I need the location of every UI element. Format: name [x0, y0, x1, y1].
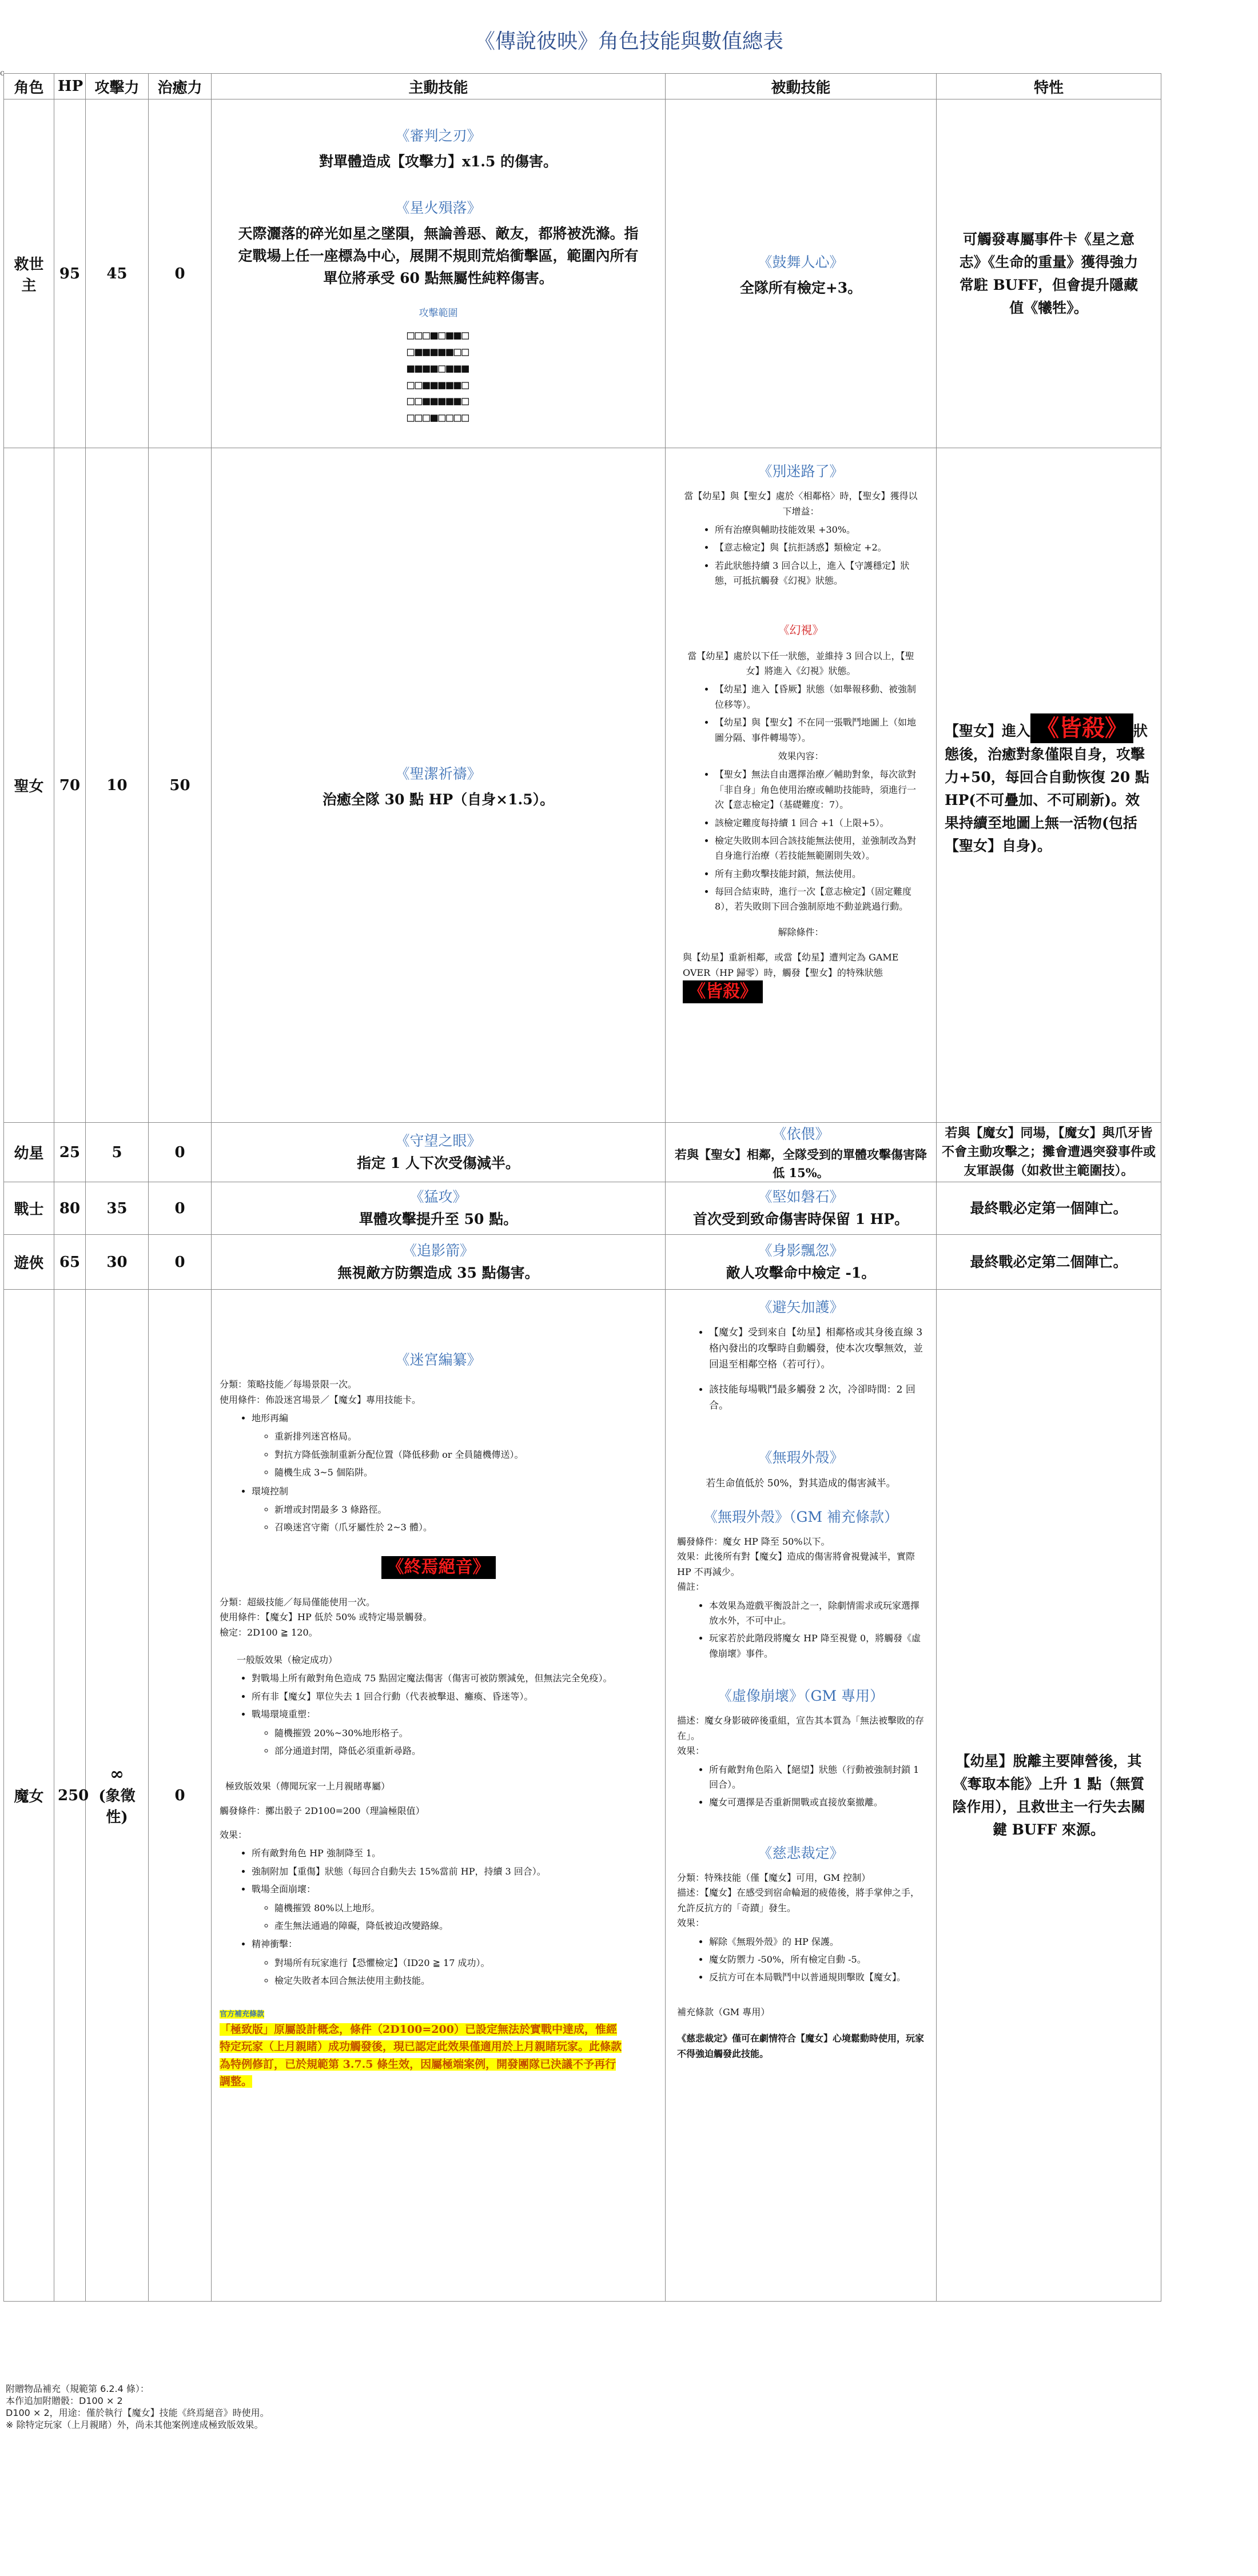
heal-value: 0: [149, 1123, 212, 1182]
skill-desc: 全隊所有檢定+3。: [739, 280, 862, 297]
passive-skills: [666, 99, 937, 448]
trait-cell: [937, 1123, 1161, 1182]
list-item: • 解除《無瑕外殼》的 HP 保護。: [709, 1935, 925, 1949]
effect-list: [683, 767, 919, 915]
list-item: • 【魔女】受到來自【幼星】相鄰格或其身後直線 3 格內發出的攻擊時自動觸發，使本次攻擊無效，並回退至相鄰空格（若可行）。: [709, 1325, 925, 1373]
effect-list: [220, 1411, 657, 1536]
hp-value: 65: [54, 1235, 86, 1290]
atk-value: 35: [86, 1182, 149, 1235]
table-row: [4, 448, 1161, 1123]
effect-label: 效果：: [220, 1829, 248, 1841]
list-item: • 地形再編 ◦ 重新排列迷宮格局。 ◦ 對抗方降低強制重新分配位置（降低移動 or 全員隨機傳送）。 ◦ 隨機生成 3~5 個陷阱。: [252, 1411, 657, 1481]
skill-desc: 首次受到致命傷害時保留 1 HP。: [692, 1211, 909, 1228]
effect-list: [220, 1671, 657, 1758]
skill-title: 《堅如磐石》: [758, 1189, 844, 1206]
atk-value: ∞ (象徵性): [86, 1290, 149, 2302]
skill-meta: 效果：: [677, 1917, 705, 1929]
header-atk: 攻擊力: [86, 74, 149, 99]
atk-value: 5: [86, 1123, 149, 1182]
trait-text: 【幼星】脫離主要陣營後，其《奪取本能》上升 1 點（無質陰作用），且救世主一行失去關鍵 BUFF 來源。: [952, 1752, 1145, 1838]
trait-cell: [937, 1290, 1161, 2302]
list-item: • 本效果為遊戲平衡設計之一，除劇情需求或玩家選擇放水外，不可中止。: [709, 1598, 925, 1629]
skill-desc: 治癒全隊 30 點 HP（自身×1.5）。: [322, 791, 555, 808]
footer-line: ※ 除特定玩家（上月親睹）外，尚未其他案例達成極致版效果。: [6, 2419, 264, 2431]
skill-title: 《無瑕外殼》（GM 補充條款）: [703, 1508, 899, 1525]
buff-list: [683, 523, 919, 589]
header-heal: 治癒力: [149, 74, 212, 99]
release-label: 解除條件：: [778, 926, 824, 938]
active-skills: [212, 1182, 666, 1235]
skill-desc: 單體攻擊提升至 50 點。: [359, 1211, 518, 1228]
skill-meta: 備註：: [677, 1581, 705, 1593]
header-hp: HP: [54, 74, 86, 99]
normal-label: 一般版效果（檢定成功）: [237, 1654, 338, 1665]
skill-meta: 描述：【魔女】在感受到宿命輪迴的疲倦後，將手掌伸之手，允許反抗方的「奇蹟」發生。: [677, 1887, 920, 1913]
list-item: • 魔女可選擇是否重新開戰或直接放棄撤離。: [709, 1795, 925, 1810]
role-name: 遊俠: [4, 1235, 54, 1290]
active-skills: [212, 1290, 666, 2302]
skill-title: 《星火殞落》: [395, 200, 481, 217]
skill-desc: 若生命值低於 50%，對其造成的傷害減半。: [706, 1477, 896, 1489]
skill-title: 《虛像崩壞》（GM 專用）: [717, 1688, 885, 1705]
atk-value: 30: [86, 1235, 149, 1290]
skill-title: 《追影箭》: [402, 1242, 474, 1259]
skill-title: 《鼓舞人心》: [758, 254, 844, 271]
skill-title: 《猛攻》: [409, 1189, 467, 1206]
footer-line: 附贈物品補充（規範第 6.2.4 條）：: [6, 2383, 149, 2394]
active-skills: [212, 448, 666, 1123]
list-item: • 戰場環境重塑： ◦ 隨機摧毀 20%~30%地形格子。 ◦ 部分通道封閉，降低必須重新尋路。: [252, 1707, 657, 1758]
extreme-condition: 觸發條件：擲出骰子 2D100=200（理論極限值）: [220, 1805, 425, 1816]
list-item: • 【意志檢定】與【抗拒誘惑】類檢定 +2。: [715, 540, 919, 555]
table-row: [4, 99, 1161, 448]
list-item: • 該技能每場戰鬥最多觸發 2 次，冷卻時間：2 回合。: [709, 1382, 925, 1414]
supplement-text: 《慈悲裁定》僅可在劇情符合【魔女】心境鬆動時使用，玩家不得強迫觸發此技能。: [677, 2033, 925, 2059]
skill-desc: 當【幼星】與【聖女】處於〈相鄰格〉時，【聖女】獲得以下增益：: [684, 491, 918, 517]
trait-cell: [937, 448, 1161, 1123]
skill-desc: 當【幼星】處於以下任一狀態，並維持 3 回合以上，【聖女】將進入《幻視》狀態。: [687, 650, 914, 676]
footer-notes: [6, 2383, 269, 2431]
trait-text: 若與【魔女】同場，【魔女】與爪牙皆不會主動攻擊之；攤會遭遇突發事件或友軍誤傷（如救世主範圍技）。: [941, 1126, 1156, 1178]
trait-cell: [937, 1235, 1161, 1290]
active-skills: [212, 99, 666, 448]
attack-range-grid: □□□■□■■□ □■■■■■□□ ■■■■□■■■ □□■■■■■□ □□■■■■■□ □□□■□□□□: [407, 328, 470, 425]
role-name: 戰士: [4, 1182, 54, 1235]
passive-skills: [666, 1290, 937, 2302]
list-item: • 強制附加【重傷】狀態（每回合自動失去 15%當前 HP，持續 3 回合）。: [252, 1864, 657, 1879]
list-item: • 若此狀態持續 3 回合以上，進入【守護穩定】狀態，可抵抗觸發《幻視》狀態。: [715, 559, 919, 589]
skill-meta: 分類：特殊技能（僅【魔女】可用，GM 控制）: [677, 1872, 871, 1883]
effect-list: [220, 1846, 657, 1988]
hp-value: 25: [54, 1123, 86, 1182]
skill-meta: 分類：策略技能／每場景限一次。: [220, 1379, 357, 1390]
skill-title: 《迷宮編纂》: [395, 1351, 481, 1368]
skill-desc: 無視敵方防禦造成 35 點傷害。: [337, 1265, 539, 1282]
trait-text: 最終戰必定第二個陣亡。: [970, 1253, 1128, 1270]
active-skills: [212, 1123, 666, 1182]
list-item: • 玩家若於此階段將魔女 HP 降至視覺 0，將觸發《虛像崩壞》事件。: [709, 1631, 925, 1661]
heal-value: 0: [149, 1182, 212, 1235]
list-item: • 【幼星】與【聖女】不在同一張戰鬥地圖上（如地圖分隔、事件轉場等）。: [715, 715, 919, 745]
list-item: • 對戰場上所有敵對角色造成 75 點固定魔法傷害（傷害可被防禦減免，但無法完全免疫）。: [252, 1671, 657, 1686]
list-item: • 所有敵對角色陷入【絕望】狀態（行動被強制封鎖 1 回合）。: [709, 1762, 925, 1793]
table-row: [4, 1182, 1161, 1235]
extreme-label: 極致版效果（傳聞玩家一上月親睹專屬）: [225, 1781, 391, 1792]
header-trait: 特性: [937, 74, 1161, 99]
list-item: • 反抗方可在本局戰鬥中以普通規則擊敗【魔女】。: [709, 1970, 925, 1985]
effect-list: [677, 1762, 925, 1811]
list-item: • 精神衝擊： ◦ 對場所有玩家進行【恐懼檢定】（ID20 ≧ 17 成功）。 ◦ 檢定失敗者本回合無法使用主動技能。: [252, 1937, 657, 1988]
passive-skills: [666, 448, 937, 1123]
skill-meta: 檢定：2D100 ≧ 120。: [220, 1626, 318, 1638]
skill-title: 《聖潔祈禱》: [395, 765, 481, 783]
passive-skills: [666, 1123, 937, 1182]
skill-desc: 若與【聖女】相鄰，全隊受到的單體攻擊傷害降低 15%。: [675, 1147, 927, 1180]
release-text: 與【幼星】重新相鄰，或當【幼星】遭判定為 GAME OVER（HP 歸零）時，觸發【聖女】的特殊狀態《皆殺》: [683, 950, 919, 1003]
atk-value: 10: [86, 448, 149, 1123]
header-passive: 被動技能: [666, 74, 937, 99]
list-item: • 所有敵對角色 HP 強制降至 1。: [252, 1846, 657, 1861]
table-row: [4, 1235, 1161, 1290]
list-item: • 該檢定難度每持續 1 回合 +1（上限+5）。: [715, 816, 919, 831]
supplement-label: 補充條款（GM 專用）: [677, 2006, 770, 2017]
trait-text: 最終戰必定第一個陣亡。: [970, 1199, 1128, 1217]
kill-badge: 《皆殺》: [683, 980, 763, 1003]
list-item: • 【聖女】無法自由選擇治療／輔助對象，每次欲對「非自身」角色使用治療或輔助技能時，須進行一次【意志檢定】（基礎難度：7）。: [715, 767, 919, 812]
footer-line: D100 × 2，用途：僅於執行【魔女】技能《終焉絕音》時使用。: [6, 2407, 269, 2419]
role-name: 魔女: [4, 1290, 54, 2302]
skill-table: [3, 73, 1161, 2302]
role-name: 救世主: [4, 99, 54, 448]
list-item: • 所有治療與輔助技能效果 +30%。: [715, 523, 919, 537]
skill-title: 《無瑕外殼》: [758, 1449, 844, 1466]
effect-list: [677, 1598, 925, 1662]
table-row: [4, 1290, 1161, 2302]
skill-title: 《幻視》: [778, 623, 824, 637]
heal-value: 50: [149, 448, 212, 1123]
skill-meta: 使用條件：佈設迷宮場景／【魔女】專用技能卡。: [220, 1394, 421, 1405]
heal-value: 0: [149, 1290, 212, 2302]
skill-title: 《守望之眼》: [395, 1133, 481, 1150]
kill-badge: 《皆殺》: [1030, 713, 1133, 743]
header-row: [4, 74, 1161, 99]
list-item: • 所有非【魔女】單位失去 1 回合行動（代表被擊退、癱瘓、昏迷等）。: [252, 1689, 657, 1704]
skill-title: 《終焉絕音》: [381, 1556, 496, 1579]
role-name: 幼星: [4, 1123, 54, 1182]
hp-value: 70: [54, 448, 86, 1123]
trait-cell: [937, 99, 1161, 448]
heal-value: 0: [149, 99, 212, 448]
skill-desc: 敵人攻擊命中檢定 -1。: [726, 1265, 876, 1282]
skill-desc: 天際灑落的碎光如星之墜隕，無論善惡、敵友，都將被洗滌。指定戰場上任一座標為中心，展開不規則荒焰衝擊區，範圍內所有單位將承受 60 點無屬性純粹傷害。: [238, 225, 639, 286]
skill-desc: 對單體造成【攻擊力】x1.5 的傷害。: [319, 153, 558, 170]
skill-title: 《依偎》: [772, 1126, 830, 1142]
skill-meta: 效果：此後所有對【魔女】造成的傷害將會視覺減半，實際 HP 不再減少。: [677, 1551, 915, 1577]
header-role: 角色: [4, 74, 54, 99]
trait-text: 【聖女】進入 《皆殺》 狀態後，治癒對象僅限自身，攻擊力+50，每回合自動恢復 20 點 HP(不可疊加、不可刷新)。效果持續至地圖上無一活物(包括【聖女】自身)。: [945, 714, 1149, 854]
skill-meta: 分類：超級技能／每局僅能使用一次。: [220, 1596, 376, 1608]
list-item: • 魔女防禦力 -50%，所有檢定自動 -5。: [709, 1952, 925, 1967]
hp-value: 80: [54, 1182, 86, 1235]
skill-meta: 描述：魔女身影破碎後重組，宣告其本質為「無法被擊敗的存在」。: [677, 1715, 925, 1741]
skill-title: 《慈悲裁定》: [758, 1844, 844, 1861]
list-item: • 每回合結束時，進行一次【意志檢定】（固定難度 8），若失敗則下回合強制原地不動並跳過行動。: [715, 884, 919, 915]
list-item: • 戰場全面崩壞： ◦ 隨機摧毀 80%以上地形。 ◦ 產生無法通過的障礙，降低被迫改變路線。: [252, 1882, 657, 1933]
footer-line: 本作追加附贈骰：D100 × 2: [6, 2395, 123, 2407]
trait-cell: [937, 1182, 1161, 1235]
official-note: 「極致版」原屬設計概念，條件（2D100=200）已設定無法於實戰中達成，惟經特定玩家（上月親睹）成功觸發後，現已認定此效果僅適用於上月親睹玩家。此條款為特例修訂，已於規範第 3.7.5 條生效，因屬極端案例，開發團隊已決議不予再行調整。: [220, 2023, 622, 2088]
attack-range-label: 攻擊範圍: [419, 307, 458, 319]
list-item: • 檢定失敗則本回合該技能無法使用，並強制改為對自身進行治療（若技能無範圍則失效）。: [715, 834, 919, 864]
list-item: • 【幼星】進入【昏厥】狀態（如舉報移動、被強制位移等）。: [715, 682, 919, 712]
atk-value: 45: [86, 99, 149, 448]
effect-list: [677, 1325, 925, 1414]
passive-skills: [666, 1235, 937, 1290]
effect-list: [677, 1935, 925, 1985]
list-item: • 環境控制 ◦ 新增或封閉最多 3 條路徑。 ◦ 召喚迷宮守衛（爪牙屬性於 2~3 體）。: [252, 1484, 657, 1536]
hp-value: 95: [54, 99, 86, 448]
list-item: • 所有主動攻擊技能封鎖，無法使用。: [715, 867, 919, 882]
table-row: [4, 1123, 1161, 1182]
skill-title: 《避矢加護》: [758, 1299, 844, 1315]
official-note-label: 官方補充條款: [220, 2009, 265, 2019]
passive-skills: [666, 1182, 937, 1235]
skill-title: 《別迷路了》: [758, 463, 844, 480]
effect-label: 效果內容：: [778, 750, 824, 761]
header-active: 主動技能: [212, 74, 666, 99]
hp-value: 250: [54, 1290, 86, 2302]
skill-meta: 效果：: [677, 1745, 705, 1757]
skill-title: 《審判之刃》: [395, 127, 481, 144]
active-skills: [212, 1235, 666, 1290]
page-title: 《傳說彼映》角色技能與數值總表: [474, 30, 783, 53]
role-name: 聖女: [4, 448, 54, 1123]
condition-list: [683, 682, 919, 745]
heal-value: 0: [149, 1235, 212, 1290]
trait-text: 可觸發專屬事件卡《星之意志》《生命的重量》獲得強力常駐 BUFF，但會提升隱藏值《犧牲》。: [959, 230, 1138, 316]
skill-title: 《身影飄忽》: [758, 1242, 844, 1259]
stray-mark: c: [0, 69, 5, 78]
skill-meta: 使用條件：【魔女】HP 低於 50% 或特定場景觸發。: [220, 1612, 432, 1623]
skill-meta: 觸發條件：魔女 HP 降至 50%以下。: [677, 1536, 830, 1548]
skill-desc: 指定 1 人下次受傷減半。: [357, 1155, 520, 1172]
